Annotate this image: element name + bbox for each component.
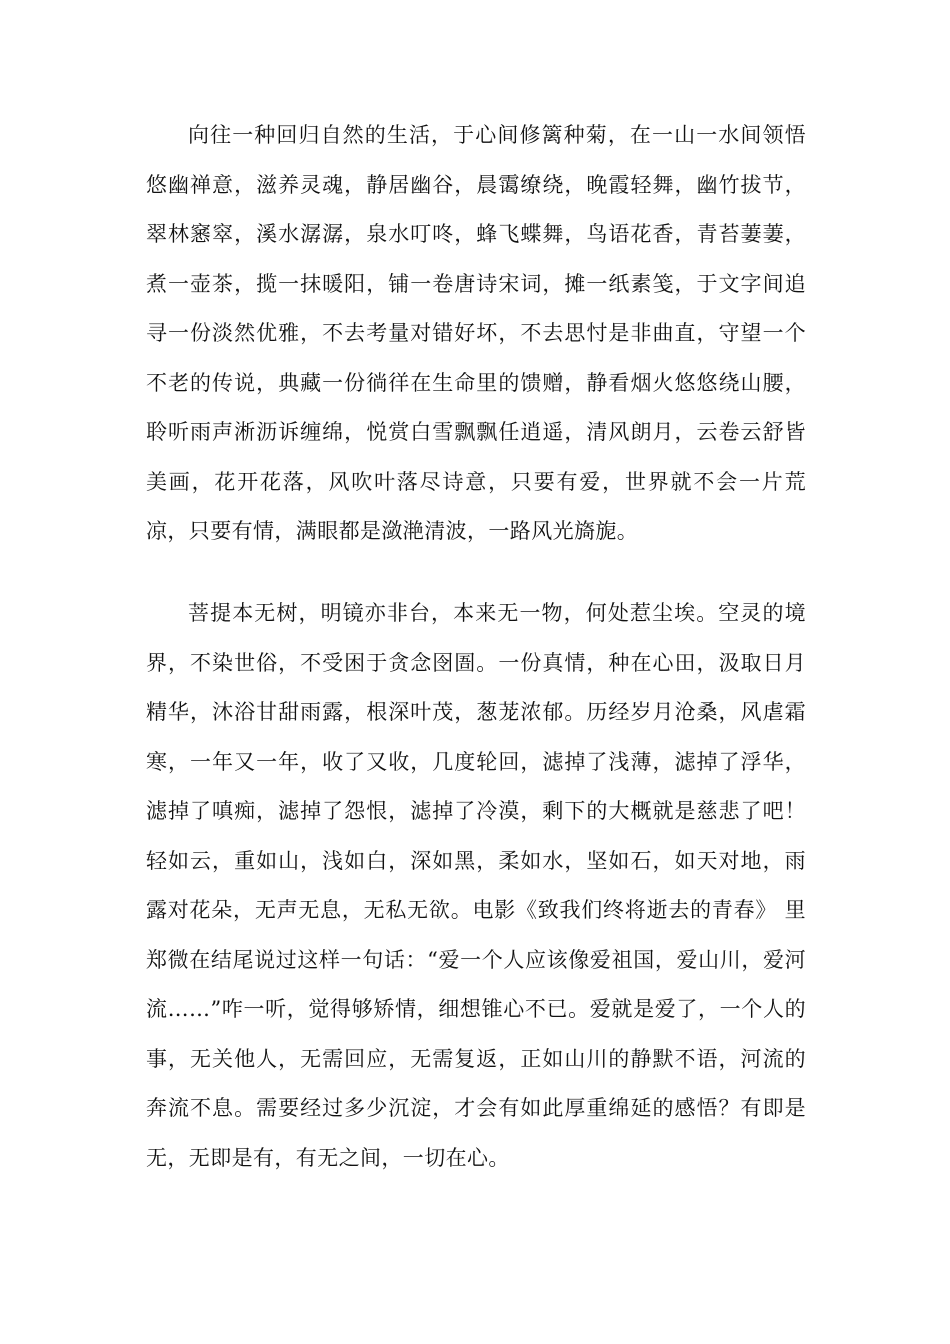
paragraph-2: 菩提本无树，明镜亦非台，本来无一物，何处惹尘埃。空灵的境界，不染世俗，不受困于贪念囹圄。一份真情，种在心田，汲取日月精华，沐浴甘甜雨露，根深叶茂，葱茏浓郁。历经岁月沧桑，风虐霜寒，一年又一年，收了又收，几度轮回，滤掉了浅薄，滤掉了浮华，滤掉了嗔痴，滤掉了怨恨，滤掉了冷漠，剩下的大概就是慈悲了吧！轻如云，重如山，浅如白，深如黑，柔如水，坚如石，如天对地，雨露对花朵，无声无息，无私无欲。电影《致我们终将逝去的青春》 里郑微在结尾说过这样一句话：“爱一个人应该像爱祖国，爱山川，爱河流……”咋一听，觉得够矫情，细想锥心不已。爱就是爱了，一个人的事，无关他人，无需回应，无需复返，正如山川的静默不语，河流的奔流不息。需要经过多少沉淀，才会有如此厚重绵延的感悟？有即是无，无即是有，有无之间，一切在心。: [146, 601, 806, 1170]
paragraph-1: 向往一种回归自然的生活，于心间修篱种菊，在一山一水间领悟悠幽禅意，滋养灵魂，静居幽谷，晨霭缭绕，晚霞轻舞，幽竹拔节，翠林窸窣，溪水潺潺，泉水叮咚，蜂飞蝶舞，鸟语花香，青苔萋萋，煮一壶茶，揽一抹暖阳，铺一卷唐诗宋词，摊一纸素笺，于文字间追寻一份淡然优雅，不去考量对错好坏，不去思忖是非曲直，守望一个不老的传说，典藏一份徜徉在生命里的馈赠，静看烟火悠悠绕山腰，聆听雨声淅沥诉缠绵，悦赏白雪飘飘任逍遥，清风朗月，云卷云舒皆美画，花开花落，风吹叶落尽诗意，只要有爱，世界就不会一片荒凉，只要有情，满眼都是潋滟清波，一路风光旖旎。: [146, 123, 806, 543]
